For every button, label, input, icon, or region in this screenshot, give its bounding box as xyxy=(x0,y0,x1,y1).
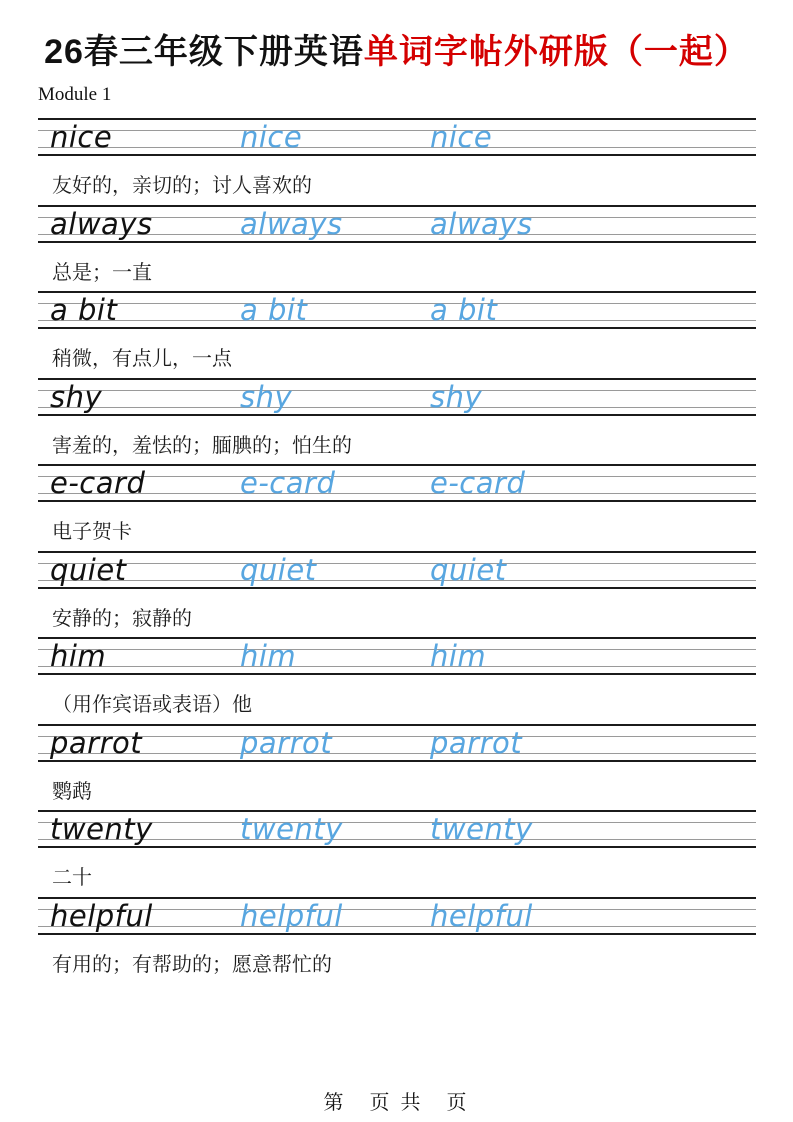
word-trace-2: him xyxy=(430,639,487,673)
handwriting-guide xyxy=(38,291,756,329)
word-trace-1: e-card xyxy=(240,466,336,500)
word-entry xyxy=(38,378,756,465)
word-entry xyxy=(38,810,756,897)
word-trace-1: twenty xyxy=(240,812,343,846)
word-trace-2: nice xyxy=(430,120,493,154)
guide-line-thin xyxy=(38,147,756,148)
word-trace-2: quiet xyxy=(430,552,507,587)
guide-line-thin xyxy=(38,563,756,564)
word-meaning: 有用的；有帮助的；愿意帮忙的 xyxy=(52,953,332,976)
page-title xyxy=(0,24,793,73)
page-footer: 第 页 共 页 xyxy=(323,1092,470,1114)
word-sample: parrot xyxy=(50,725,143,760)
word-sample: shy xyxy=(50,379,103,414)
word-trace-1: parrot xyxy=(240,725,333,760)
word-meaning: 安静的；寂静的 xyxy=(52,607,192,630)
guide-line-thin xyxy=(38,320,756,321)
word-sample: e-card xyxy=(50,466,146,500)
word-entry xyxy=(38,724,756,811)
guide-line-thin xyxy=(38,493,756,494)
word-meaning: 总是；一直 xyxy=(52,261,152,284)
word-entry xyxy=(38,637,756,724)
handwriting-guide xyxy=(38,637,756,675)
word-trace-1: always xyxy=(240,206,343,241)
word-entry xyxy=(38,205,756,292)
word-sample: nice xyxy=(50,120,113,154)
guide-line-thin xyxy=(38,390,756,391)
word-trace-2: e-card xyxy=(430,466,526,500)
guide-line-thin xyxy=(38,736,756,737)
word-trace-1: quiet xyxy=(240,552,317,587)
word-entry xyxy=(38,291,756,378)
guide-line-thin xyxy=(38,666,756,667)
word-trace-1: helpful xyxy=(240,898,343,933)
word-trace-2: parrot xyxy=(430,725,523,760)
word-meaning: 二十 xyxy=(52,867,92,889)
word-trace-1: him xyxy=(240,639,297,673)
handwriting-guide xyxy=(38,810,756,848)
word-sample: a bit xyxy=(50,293,118,327)
word-entry xyxy=(38,551,756,638)
word-entry xyxy=(38,464,756,551)
guide-line-thin xyxy=(38,580,756,581)
handwriting-guide xyxy=(38,378,756,416)
word-entry-list xyxy=(38,118,756,983)
word-trace-2: helpful xyxy=(430,898,533,933)
guide-line-thin xyxy=(38,649,756,650)
handwriting-guide xyxy=(38,897,756,935)
word-trace-1: a bit xyxy=(240,293,308,327)
word-entry xyxy=(38,897,756,984)
handwriting-guide xyxy=(38,551,756,589)
page-title-black: 26春三年级下册英语 xyxy=(44,33,364,71)
word-meaning: 害羞的，羞怯的；腼腆的；怕生的 xyxy=(52,434,352,457)
word-sample: twenty xyxy=(50,812,153,846)
word-trace-1: shy xyxy=(240,379,293,414)
guide-line-thin xyxy=(38,476,756,477)
word-meaning: 电子贺卡 xyxy=(52,521,132,543)
handwriting-guide xyxy=(38,118,756,156)
word-sample: him xyxy=(50,639,107,673)
handwriting-guide xyxy=(38,724,756,762)
word-entry xyxy=(38,118,756,205)
guide-line-thin xyxy=(38,303,756,304)
word-trace-1: nice xyxy=(240,120,303,154)
word-meaning: （用作宾语或表语）他 xyxy=(52,694,252,716)
word-sample: always xyxy=(50,206,153,241)
word-trace-2: a bit xyxy=(430,293,498,327)
word-trace-2: shy xyxy=(430,379,483,414)
word-sample: quiet xyxy=(50,552,127,587)
handwriting-guide xyxy=(38,205,756,243)
guide-line-thin xyxy=(38,407,756,408)
handwriting-guide xyxy=(38,464,756,502)
word-trace-2: always xyxy=(430,206,533,241)
word-meaning: 鹦鹉 xyxy=(52,780,92,803)
page-title-red: 单词字帖外研版（一起） xyxy=(363,33,749,71)
guide-line-thin xyxy=(38,753,756,754)
word-sample: helpful xyxy=(50,898,153,933)
module-label: Module 1 xyxy=(38,84,112,105)
word-trace-2: twenty xyxy=(430,812,533,846)
guide-line-thin xyxy=(38,130,756,131)
word-meaning: 稍微，有点儿，一点 xyxy=(52,348,232,370)
word-meaning: 友好的，亲切的；讨人喜欢的 xyxy=(52,175,312,197)
